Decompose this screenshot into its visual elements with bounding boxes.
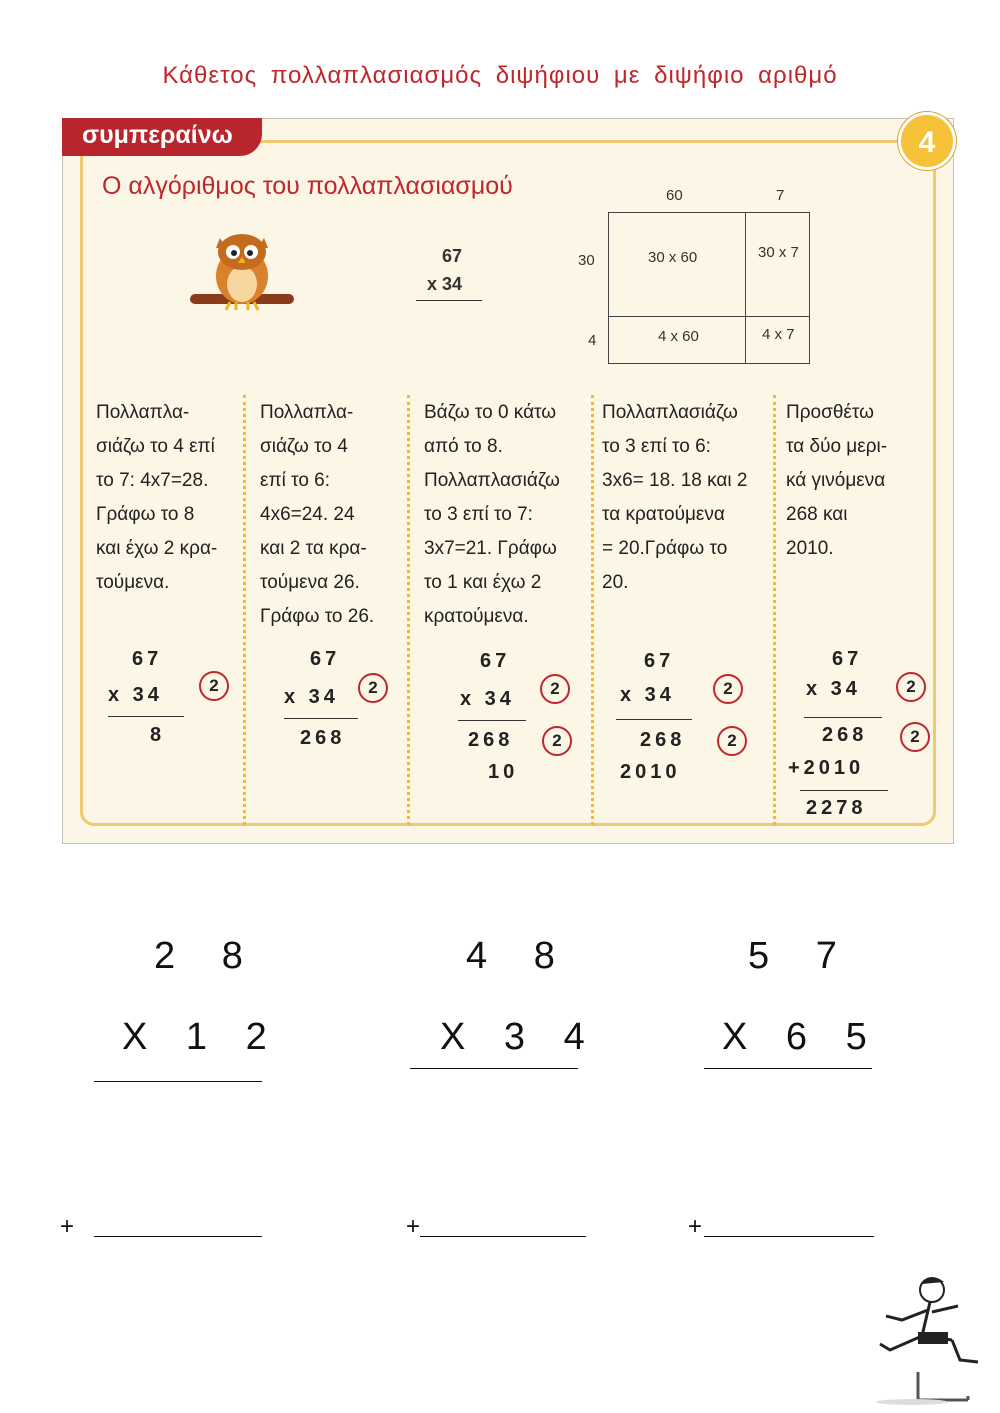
grid-cell: 30 x 60 [648,249,698,266]
carry-circle: 2 [542,726,572,756]
example-rule [416,300,482,301]
grid-col-label-7: 7 [776,187,785,204]
exercise-2-sum-line[interactable] [420,1236,586,1237]
step-2-top: 67 [310,648,341,670]
area-grid-hline [608,316,810,317]
exercise-1-multiplier: X 1 2 [122,1016,281,1058]
grid-cell: 4 x 60 [658,328,699,345]
carry-circle: 2 [199,671,229,701]
carry-circle: 2 [896,672,926,702]
exercise-2-multiplier: X 3 4 [440,1016,599,1058]
carry-circle: 2 [540,674,570,704]
exercise-2-top: 4 8 [466,935,573,977]
carry-circle: 2 [713,674,743,704]
grid-cell: 30 x 7 [758,244,799,261]
step-5-sum-rule [800,790,888,791]
exercise-2-plus: + [406,1213,421,1240]
grid-row-label-4: 4 [588,332,597,349]
lesson-number-badge: 4 [898,112,956,170]
step-4-text: Πολλαπλασιάζω το 3 επί το 6: 3x6= 18. 18 και 2 τα κρατούμενα = 20.Γράφω το 20. [602,402,748,593]
step-2-result: 268 [300,727,346,749]
step-5-sum: 2278 [806,797,867,819]
exercise-1-answer-line[interactable] [94,1081,262,1082]
step-5-mul: x 34 [806,678,861,700]
exercise-3-plus: + [688,1213,703,1240]
step-1-top: 67 [132,648,163,670]
hurdler-illustration [872,1272,988,1406]
step-2-rule [284,718,358,719]
example-top-number: 67 [441,246,462,266]
column-divider [407,395,410,825]
column-divider [243,395,246,825]
carry-circle: 2 [717,726,747,756]
step-3-text: Βάζω το 0 κάτω από το 8. Πολλαπλασιάζω το 3 επί το 7: 3x7=21. Γράφω το 1 και έχω 2 κρατούμενα. [424,402,560,627]
grid-cell: 4 x 7 [762,326,795,343]
carry-circle: 2 [900,722,930,752]
exercise-3-top: 5 7 [748,935,855,977]
step-5-result-2: +2010 [788,757,865,779]
section-tab: συμπεραίνω [62,118,262,156]
step-3-result-2: 10 [488,761,519,783]
step-3-top: 67 [480,650,511,672]
column-divider [591,395,594,825]
step-4-result-1: 268 [640,729,686,751]
exercise-3-sum-line[interactable] [704,1236,874,1237]
grid-col-label-60: 60 [666,187,683,204]
step-1-mul: x 34 [108,684,163,706]
step-1-text: Πολλαπλα- σιάζω το 4 επί το 7: 4x7=28. Γράφω το 8 και έχω 2 κρα- τούμενα. [96,402,218,593]
exercise-3-answer-line[interactable] [704,1068,872,1069]
step-3-result-1: 268 [468,729,514,751]
step-2-mul: x 34 [284,686,339,708]
step-4-rule [616,719,692,720]
step-3-rule [458,720,526,721]
step-4-mul: x 34 [620,684,675,706]
algorithm-heading: Ο αλγόριθμος του πολλαπλασιασμού [102,172,513,200]
example-multiplier: x 34 [426,274,462,294]
exercise-3-multiplier: X 6 5 [722,1016,881,1058]
column-divider [773,395,776,825]
step-4-top: 67 [644,650,675,672]
step-2-text: Πολλαπλα- σιάζω το 4 επί το 6: 4x6=24. 24 και 2 τα κρα- τούμενα 26. Γράφω το 26. [260,402,375,627]
page-title: Κάθετος πολλαπλασιασμός διψήφιου με διψήφιο αριθμό [162,62,838,89]
grid-row-label-30: 30 [578,252,595,269]
carry-circle: 2 [358,673,388,703]
step-5-result-1: 268 [822,724,868,746]
step-5-top: 67 [832,648,863,670]
step-5-text: Προσθέτω τα δύο μερι- κά γινόμενα 268 και 2010. [786,402,888,559]
exercise-1-top: 2 8 [154,935,261,977]
step-4-result-2: 2010 [620,761,681,783]
step-1-result: 8 [150,724,166,746]
exercise-2-answer-line[interactable] [410,1068,578,1069]
step-3-mul: x 34 [460,688,515,710]
exercise-1-sum-line[interactable] [94,1236,262,1237]
exercise-1-plus: + [60,1213,75,1240]
owl-illustration [186,230,298,320]
area-grid-vline [745,212,746,364]
step-1-rule [108,716,184,717]
step-5-rule [804,717,882,718]
